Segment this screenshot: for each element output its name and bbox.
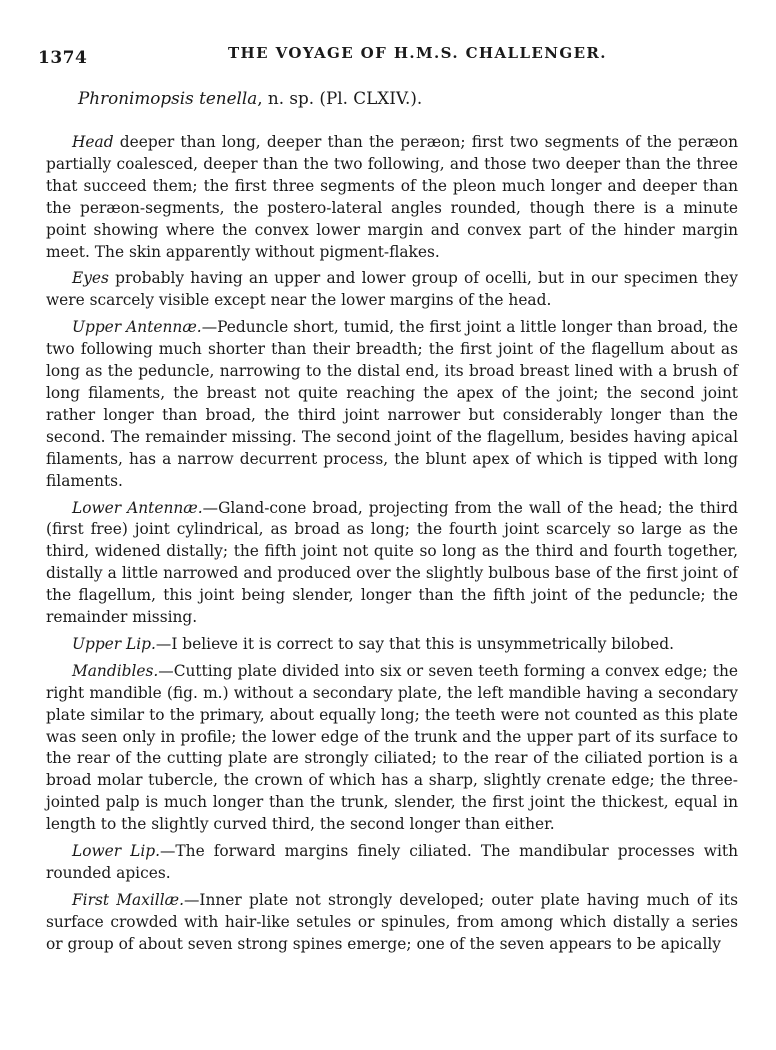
paragraph-lead: First Maxillæ. bbox=[72, 890, 184, 909]
running-title: THE VOYAGE OF H.M.S. CHALLENGER. bbox=[228, 44, 607, 62]
species-name: Phronimopsis tenella bbox=[78, 88, 258, 108]
paragraph-lead: Upper Antennæ. bbox=[72, 318, 202, 337]
paragraph-text: —Peduncle short, tumid, the first joint a little longer than broad, the two following much shorter than their breadth; the first joint of the flagellum about as long as the peduncle, narrowing to the distal end, its broad breast lined with a brush of long filaments, the breast not quite reaching the apex of the joint; the second joint rather longer than broad, the third joint narrower but considerably longer than the second. The remainder missing. The second joint of the flagellum, besides having apical filaments, has a narrow decurrent process, the blunt apex of which is tipped with long filaments. bbox=[46, 318, 738, 490]
paragraph-upper-lip bbox=[46, 634, 738, 656]
description-body bbox=[46, 132, 738, 961]
paragraph-text: —I believe it is correct to say that this is unsymmetrically bilobed. bbox=[155, 634, 674, 653]
paragraph-lead: Eyes bbox=[72, 269, 109, 288]
species-suffix: , n. sp. (Pl. CLXIV.). bbox=[257, 88, 423, 108]
paragraph-lead: Lower Lip. bbox=[72, 842, 161, 861]
paragraph-lower-lip bbox=[46, 841, 738, 885]
paragraph-lead: Mandibles. bbox=[72, 661, 159, 680]
paragraph-text: probably having an upper and lower group of ocelli, but in our specimen they were scarcely visible except near the lower margins of the head. bbox=[46, 269, 738, 310]
paragraph-head bbox=[46, 132, 738, 263]
paragraph-eyes bbox=[46, 268, 738, 312]
paragraph-text: —Cutting plate divided into six or seven teeth forming a convex edge; the right mandible (fig. m.) without a secondary plate, the left mandible having a secondary plate similar to the primary, about equally long; the teeth were not counted as this plate was seen only in profile; the lower edge of the trunk and the upper part of its surface to the rear of the cutting plate are strongly ciliated; to the rear of the ciliated portion is a broad molar tubercle, the crown of which has a sharp, slightly crenate edge; the three-jointed palp is much longer than the trunk, slender, the first joint the thickest, equal in length to the slightly curved third, the second longer than either. bbox=[46, 661, 738, 834]
paragraph-text: —Inner plate not strongly developed; outer plate having much of its surface crowded with hair-like setules or spinules, from among which distally a series or group of about seven strong spines emerge; one of the seven appears to be apically bbox=[46, 890, 738, 953]
paragraph-mandibles bbox=[46, 661, 738, 836]
paragraph-lead: Lower Antennæ. bbox=[72, 498, 203, 517]
paragraph-lower-antennae bbox=[46, 498, 738, 629]
page-number: 1374 bbox=[38, 48, 88, 68]
species-heading bbox=[78, 88, 422, 108]
paragraph-lead: Head bbox=[72, 133, 114, 151]
paragraph-text: deeper than long, deeper than the peræon; first two segments of the peræon partially coalesced, deeper than the two following, and those two deeper than the three that succeed them; the first three segments of the pleon much longer and deeper than the peræon-segments, the postero-lateral angles rounded, though there is a minute point showing where the convex lower margin and convex part of the hinder margin meet. The skin apparently without pigment-flakes. bbox=[46, 133, 738, 261]
paragraph-text: —The forward margins finely ciliated. The mandibular processes with rounded apices. bbox=[46, 842, 739, 882]
paragraph-upper-antennae bbox=[46, 317, 738, 492]
paragraph-first-maxillae bbox=[46, 890, 738, 956]
paragraph-lead: Upper Lip. bbox=[72, 634, 156, 653]
paragraph-text: —Gland-cone broad, projecting from the wall of the head; the third (first free) joint cylindrical, as broad as long; the fourth joint scarcely so large as the third, widened distally; the fifth joint not quite so long as the third and fourth together, distally a little narrowed and produced over the slightly bulbous base of the first joint of the flagellum, this joint being slender, longer than the fifth joint of the peduncle; the remainder missing. bbox=[46, 498, 739, 627]
page-header bbox=[38, 44, 738, 66]
